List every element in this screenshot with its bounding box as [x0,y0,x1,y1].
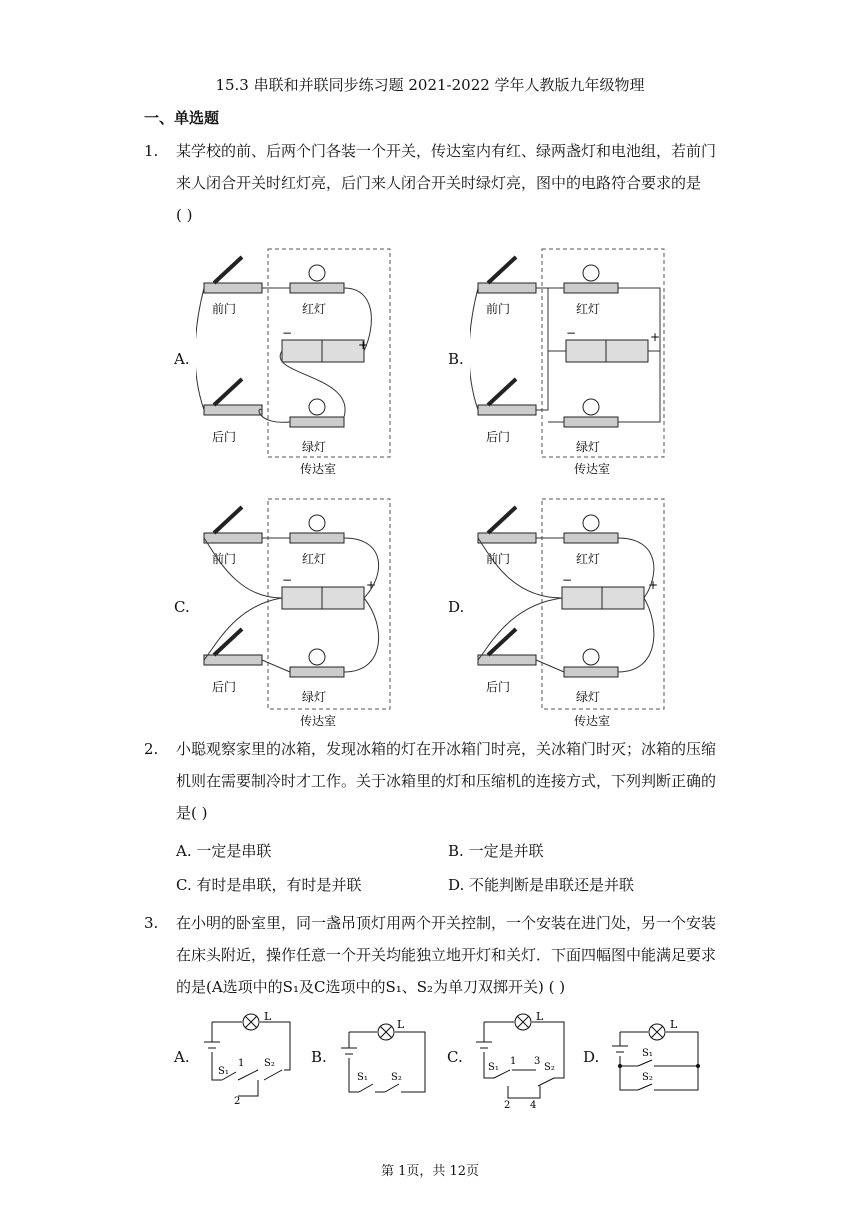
lamp-icon [515,1014,531,1030]
question-text-line: 是( ) [176,804,208,822]
page-footer: 第 1页，共 12页 [380,1164,480,1179]
red-lamp-label: 红灯 [576,302,601,316]
option-letter: C. [176,876,192,894]
green-lamp-label: 绿灯 [576,690,601,704]
back-door-label: 后门 [486,680,511,694]
lamp-icon [564,649,618,677]
back-door-label: 后门 [486,430,511,444]
terminal-label: 1 [510,1056,517,1067]
lamp-label: L [670,1018,678,1031]
front-door-label: 前门 [486,302,511,316]
lamp-icon [564,265,618,293]
lamp-label: L [397,1018,405,1031]
room-label: 传达室 [300,462,337,476]
question-text-line: 来人闭合开关时红灯亮，后门来人闭合开关时绿灯亮，图中的电路符合要求的是 [176,174,702,192]
room-label: 传达室 [300,714,337,728]
room-label: 传达室 [574,714,611,728]
question-number: 2. [144,740,159,758]
lamp-icon [290,265,344,293]
option-label-a: A. [174,350,190,368]
lamp-icon [649,1024,665,1040]
option-d[interactable] [448,874,634,895]
option-text: 不能判断是串联还是并联 [469,876,635,894]
battery-icon [282,340,364,362]
switch-icon [478,257,536,293]
circuit-diagram-c [472,1008,572,1108]
green-lamp-label: 绿灯 [576,440,601,454]
battery-icon [282,587,364,609]
switch-label: S₁ [218,1066,229,1077]
option-label-c: C. [447,1048,463,1066]
room-label: 传达室 [574,462,611,476]
back-door-label: 后门 [212,430,237,444]
option-c[interactable] [176,874,362,895]
circuit-figure-b [470,245,670,480]
question-text-line: 的是(A选项中的S₁及C选项中的S₁、S₂为单刀双掷开关) ( ) [176,978,566,996]
switch-icon [204,507,262,543]
battery-minus: − [562,573,573,587]
switch-icon [204,629,262,665]
lamp-icon [378,1024,394,1040]
front-door-label: 前门 [486,552,511,566]
switch-icon [478,379,536,415]
switch-label: S₂ [264,1058,275,1069]
question-text-line: ( ) [176,206,193,224]
option-b[interactable] [448,840,544,861]
lamp-label: L [264,1010,272,1023]
red-lamp-label: 红灯 [302,552,327,566]
option-label-d: D. [583,1048,600,1066]
battery-minus: − [282,573,293,587]
question-text-line: 在床头附近，操作任意一个开关均能独立地开灯和关灯．下面四幅图中能满足要求 [176,946,717,964]
battery-plus: + [358,338,369,352]
circuit-diagram-d [608,1008,708,1108]
red-lamp-label: 红灯 [576,552,601,566]
option-label-d: D. [448,598,465,616]
terminal-label: 3 [534,1056,541,1067]
red-lamp-label: 红灯 [302,302,327,316]
switch-label: S₂ [544,1062,555,1073]
battery-plus: + [650,330,661,344]
switch-label: S₁ [642,1048,653,1059]
lamp-label: L [536,1010,544,1023]
switch-icon [204,257,262,293]
front-door-label: 前门 [212,552,237,566]
option-text: 有时是串联，有时是并联 [196,876,362,894]
switch-icon [478,507,536,543]
option-letter: A. [176,842,192,860]
lamp-icon [564,399,618,427]
green-lamp-label: 绿灯 [302,690,327,704]
switch-label: S₂ [642,1072,653,1083]
switch-icon [478,629,536,665]
option-label-a: A. [174,1048,190,1066]
circuit-figure-a [196,245,396,480]
lamp-icon [243,1014,259,1030]
green-lamp-label: 绿灯 [302,440,327,454]
lamp-icon [564,515,618,543]
lamp-icon [290,399,344,427]
question-text-line: 小聪观察家里的冰箱，发现冰箱的灯在开冰箱门时亮，关冰箱门时灭；冰箱的压缩 [176,740,717,758]
question-text-line: 某学校的前、后两个门各装一个开关，传达室内有红、绿两盏灯和电池组，若前门 [176,142,717,160]
battery-minus: − [282,326,293,340]
option-text: 一定是并联 [468,842,544,860]
battery-plus: + [366,578,377,592]
lamp-icon [290,649,344,677]
battery-icon [566,340,648,362]
front-door-label: 前门 [212,302,237,316]
battery-plus: + [648,578,659,592]
question-number: 1. [144,142,159,160]
option-a[interactable] [176,840,271,861]
question-number: 3. [144,914,159,932]
question-text-line: 在小明的卧室里，同一盏吊顶灯用两个开关控制，一个安装在进门处，另一个安装 [176,914,717,932]
circuit-figure-c [196,495,396,730]
terminal-label: 2 [504,1100,511,1108]
option-letter: D. [448,876,465,894]
question-text-line: 机则在需要制冷时才工作。关于冰箱里的灯和压缩机的连接方式，下列判断正确的 [176,772,717,790]
circuit-diagram-b [335,1008,435,1108]
option-letter: B. [448,842,464,860]
circuit-figure-d [470,495,670,730]
terminal-label: 4 [530,1100,537,1108]
battery-minus: − [566,326,577,340]
switch-icon [204,379,262,415]
page-title: 15.3 串联和并联同步练习题 2021-2022 学年人教版九年级物理 [215,76,645,94]
option-text: 一定是串联 [196,842,272,860]
back-door-label: 后门 [212,680,237,694]
switch-label: S₁ [488,1062,499,1073]
switch-label: S₂ [391,1072,402,1083]
section-heading: 一、单选题 [144,109,220,127]
battery-icon [562,587,644,609]
option-label-b: B. [448,350,464,368]
option-label-b: B. [311,1048,327,1066]
option-label-c: C. [174,598,190,616]
switch-label: S₁ [357,1072,368,1083]
lamp-icon [290,515,344,543]
terminal-label: 1 [238,1058,245,1069]
terminal-label: 2 [234,1096,241,1107]
circuit-diagram-a [198,1008,298,1108]
